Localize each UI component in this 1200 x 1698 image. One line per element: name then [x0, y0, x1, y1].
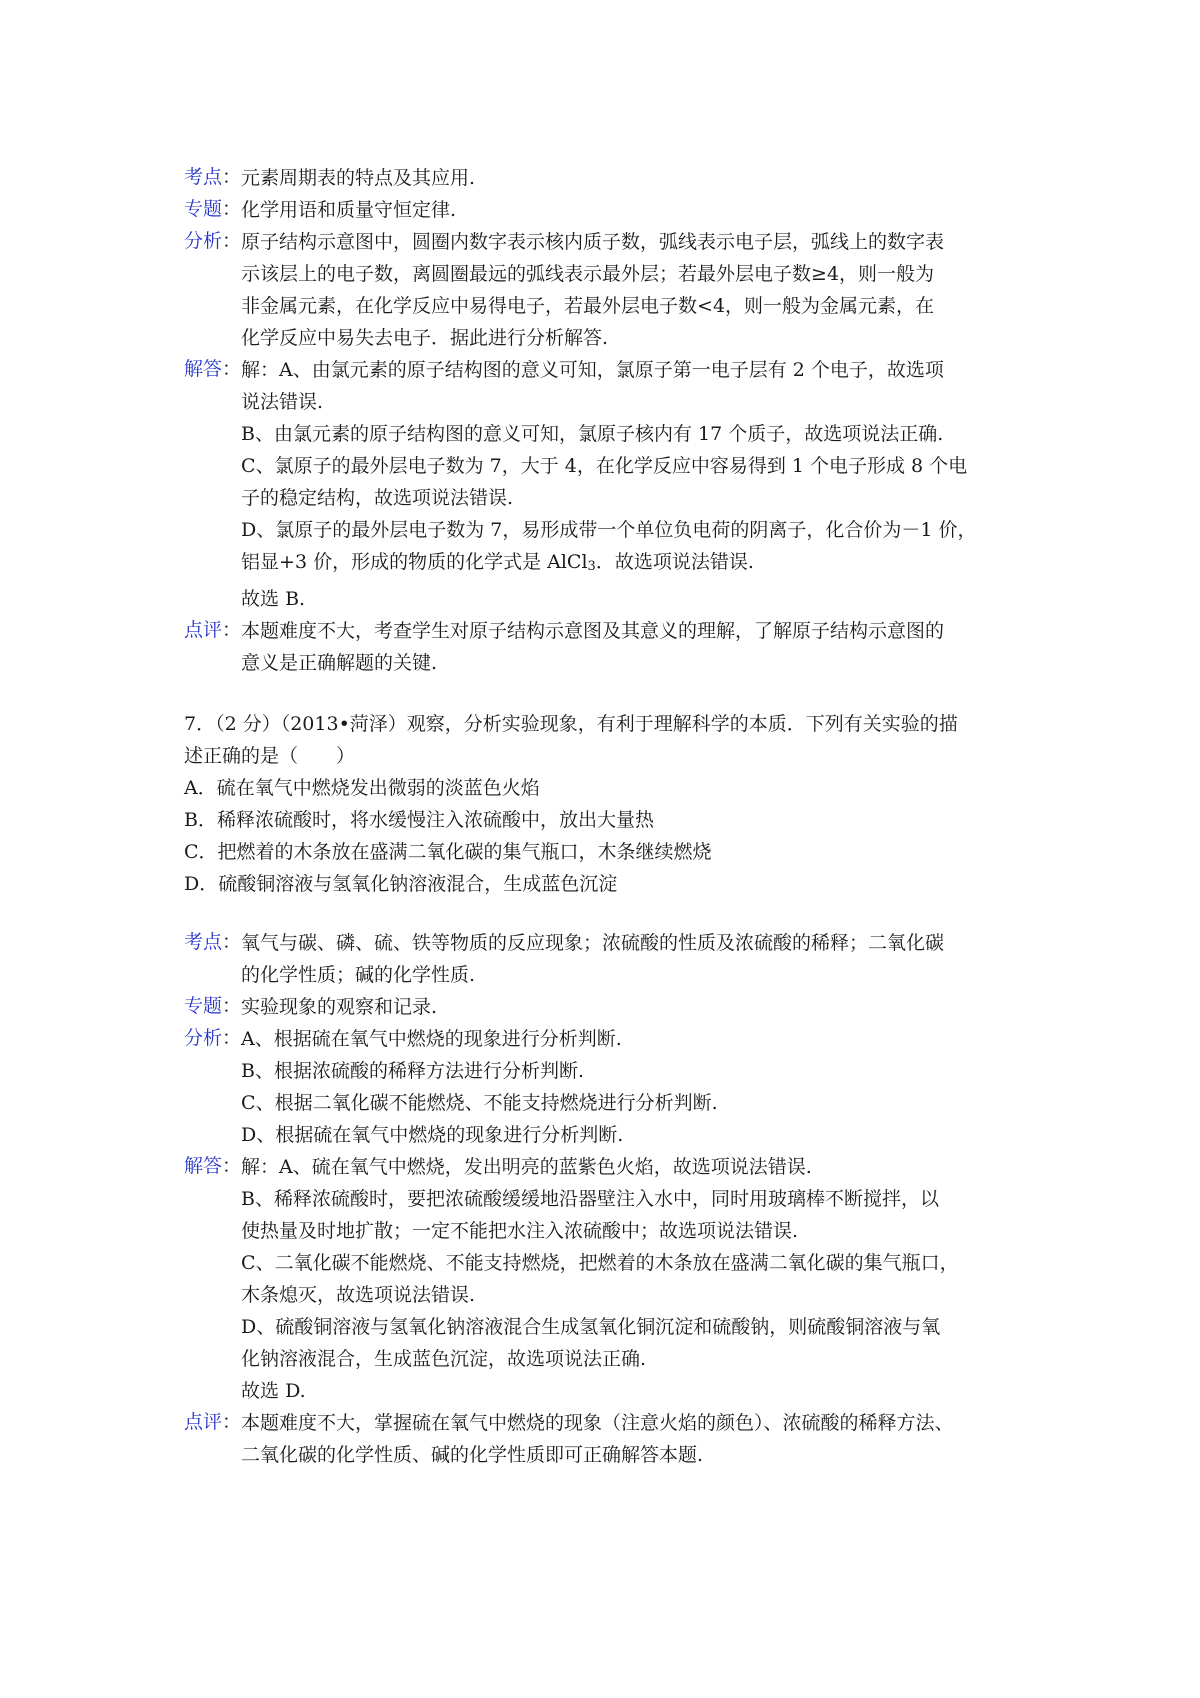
option-c: C．把燃着的木条放在盛满二氧化碳的集气瓶口，木条继续燃烧 — [184, 841, 712, 863]
fenxi-line: B、根据浓硫酸的稀释方法进行分析判断. — [241, 1060, 585, 1082]
jieda-line: 说法错误. — [241, 391, 324, 413]
fenxi-line: 原子结构示意图中，圆圈内数字表示核内质子数，弧线表示电子层，弧线上的数字表 — [241, 231, 945, 253]
jieda-line: D、氯原子的最外层电子数为 7，易形成带一个单位负电荷的阴离子，化合价为－1 价， — [241, 519, 977, 541]
dianping-line: 意义是正确解题的关键. — [241, 652, 438, 674]
fenxi-label: 分析 — [184, 230, 223, 252]
jieda-1: 解答 ： 解：A、由氯元素的原子结构图的意义可知，氯原子第一电子层有 2 个电子，故选项 说法错误. B、由氯元素的原子结构图的意义可知，氯原子核内有 17 个质子，故选项说法正确. C、氯原子的最外层电子数为 7，大于 4，在化学反应中容易得到 1 个电子形成 8 个电 子的稳定结构，故选项说法错误. D、氯原子的最外层电子数为 7，易形成带一个单位负电荷的阴离子，化合价为－1 价， 铝显+3 价，形成的物质的化学式是 AlCl3．故选项说法错误. 故选 B. — [184, 354, 1034, 615]
jieda-line: 解：A、由氯元素的原子结构图的意义可知，氯原子第一电子层有 2 个电子，故选项 — [241, 359, 944, 381]
kaodian-label: 考点 — [184, 931, 223, 953]
formula-subscript: 3 — [587, 559, 596, 574]
fenxi-line: 示该层上的电子数，离圆圈最远的弧线表示最外层；若最外层电子数≥4，则一般为 — [241, 263, 935, 285]
dianping-line: 本题难度不大，掌握硫在氧气中燃烧的现象（注意火焰的颜色）、浓硫酸的稀释方法、 — [241, 1412, 954, 1434]
question-stem: 述正确的是（ ） — [184, 745, 356, 767]
fenxi-1: 分析 ： 原子结构示意图中，圆圈内数字表示核内质子数，弧线表示电子层，弧线上的数字表 示该层上的电子数，离圆圈最远的弧线表示最外层；若最外层电子数≥4，则一般为 非金属元素，在化学反应中易得电子，若最外层电子数<4，则一般为金属元素，在 化学反应中易失去电子．据此进行分析解答. — [184, 226, 1034, 354]
jieda-line: C、二氧化碳不能燃烧、不能支持燃烧，把燃着的木条放在盛满二氧化碳的集气瓶口， — [241, 1252, 959, 1274]
kaodian-1: 考点 ： 元素周期表的特点及其应用. — [184, 162, 1034, 194]
dianping-line: 本题难度不大，考查学生对原子结构示意图及其意义的理解，了解原子结构示意图的 — [241, 620, 945, 642]
zhuanti-label: 专题 — [184, 995, 223, 1017]
jieda-line: 故选 D. — [241, 1380, 306, 1402]
zhuanti-line: 实验现象的观察和记录. — [241, 996, 438, 1018]
dianping-line: 二氧化碳的化学性质、碱的化学性质即可正确解答本题. — [241, 1444, 704, 1466]
kaodian-2: 考点 ： 氧气与碳、磷、硫、铁等物质的反应现象；浓硫酸的性质及浓硫酸的稀释；二氧化碳 的化学性质；碱的化学性质. — [184, 927, 1034, 991]
jieda-line: 使热量及时地扩散；一定不能把水注入浓硫酸中；故选项说法错误. — [241, 1220, 799, 1242]
kaodian-line: 氧气与碳、磷、硫、铁等物质的反应现象；浓硫酸的性质及浓硫酸的稀释；二氧化碳 — [241, 932, 945, 954]
jieda-line: 木条熄灭，故选项说法错误. — [241, 1284, 476, 1306]
fenxi-line: D、根据硫在氧气中燃烧的现象进行分析判断. — [241, 1124, 624, 1146]
jieda-line: B、由氯元素的原子结构图的意义可知，氯原子核内有 17 个质子，故选项说法正确. — [241, 423, 944, 445]
jieda-2: 解答 ： 解：A、硫在氧气中燃烧，发出明亮的蓝紫色火焰，故选项说法错误. B、稀释浓硫酸时，要把浓硫酸缓缓地沿器壁注入水中，同时用玻璃棒不断搅拌，以 使热量及时地扩散；一定不能把水注入浓硫酸中；故选项说法错误. C、二氧化碳不能燃烧、不能支持燃烧，把燃着的木条放在盛满二氧化碳的集气瓶口， 木条熄灭，故选项说法错误. D、硫酸铜溶液与氢氧化钠溶液混合生成氢氧化铜沉淀和硫酸钠，则硫酸铜溶液与氧 化钠溶液混合，生成蓝色沉淀，故选项说法正确. 故选 D. — [184, 1151, 1034, 1407]
option-b: B．稀释浓硫酸时，将水缓慢注入浓硫酸中，放出大量热 — [184, 809, 654, 831]
analysis-block-2 — [184, 927, 1034, 1471]
fenxi-line: A、根据硫在氧气中燃烧的现象进行分析判断. — [241, 1028, 622, 1050]
zhuanti-2: 专题 ： 实验现象的观察和记录. — [184, 991, 1034, 1023]
jieda-line: 解：A、硫在氧气中燃烧，发出明亮的蓝紫色火焰，故选项说法错误. — [241, 1156, 812, 1178]
dianping-label: 点评 — [184, 619, 223, 641]
fenxi-line: 化学反应中易失去电子．据此进行分析解答. — [241, 327, 609, 349]
analysis-block-1 — [184, 162, 1034, 679]
question-stem: 7．（2 分）（2013•菏泽）观察，分析实验现象，有利于理解科学的本质．下列有关实验的描 — [184, 713, 958, 735]
option-a: A．硫在氧气中燃烧发出微弱的淡蓝色火焰 — [184, 777, 540, 799]
zhuanti-label: 专题 — [184, 198, 223, 220]
kaodian-label: 考点 — [184, 166, 223, 188]
fenxi-2: 分析 ： A、根据硫在氧气中燃烧的现象进行分析判断. B、根据浓硫酸的稀释方法进行分析判断. C、根据二氧化碳不能燃烧、不能支持燃烧进行分析判断. D、根据硫在氧气中燃烧的现象进行分析判断. — [184, 1023, 1034, 1151]
fenxi-label: 分析 — [184, 1027, 223, 1049]
option-d: D．硫酸铜溶液与氢氧化钠溶液混合，生成蓝色沉淀 — [184, 873, 618, 895]
jieda-label: 解答 — [184, 358, 223, 380]
kaodian-line: 的化学性质；碱的化学性质. — [241, 964, 476, 986]
question-7 — [184, 708, 1034, 900]
jieda-line: D、硫酸铜溶液与氢氧化钠溶液混合生成氢氧化铜沉淀和硫酸钠，则硫酸铜溶液与氧 — [241, 1316, 941, 1338]
jieda-line: 子的稳定结构，故选项说法错误. — [241, 487, 514, 509]
zhuanti-1: 专题 ： 化学用语和质量守恒定律. — [184, 194, 1034, 226]
fenxi-line: C、根据二氧化碳不能燃烧、不能支持燃烧进行分析判断. — [241, 1092, 718, 1114]
dianping-2: 点评 ： 本题难度不大，掌握硫在氧气中燃烧的现象（注意火焰的颜色）、浓硫酸的稀释方法、 二氧化碳的化学性质、碱的化学性质即可正确解答本题. — [184, 1407, 1034, 1471]
jieda-line: 故选 B. — [241, 588, 306, 610]
jieda-line: C、氯原子的最外层电子数为 7，大于 4，在化学反应中容易得到 1 个电子形成 8 个电 — [241, 455, 968, 477]
fenxi-line: 非金属元素，在化学反应中易得电子，若最外层电子数<4，则一般为金属元素，在 — [241, 295, 935, 317]
jieda-line: B、稀释浓硫酸时，要把浓硫酸缓缓地沿器壁注入水中，同时用玻璃棒不断搅拌，以 — [241, 1188, 939, 1210]
kaodian-line: 元素周期表的特点及其应用. — [241, 167, 476, 189]
zhuanti-line: 化学用语和质量守恒定律. — [241, 199, 457, 221]
dianping-1: 点评 ： 本题难度不大，考查学生对原子结构示意图及其意义的理解，了解原子结构示意图的 意义是正确解题的关键. — [184, 615, 1034, 679]
jieda-formula-line: 铝显+3 价，形成的物质的化学式是 AlCl3．故选项说法错误. — [241, 551, 754, 574]
jieda-line: 化钠溶液混合，生成蓝色沉淀，故选项说法正确. — [241, 1348, 647, 1370]
jieda-label: 解答 — [184, 1155, 223, 1177]
dianping-label: 点评 — [184, 1411, 223, 1433]
